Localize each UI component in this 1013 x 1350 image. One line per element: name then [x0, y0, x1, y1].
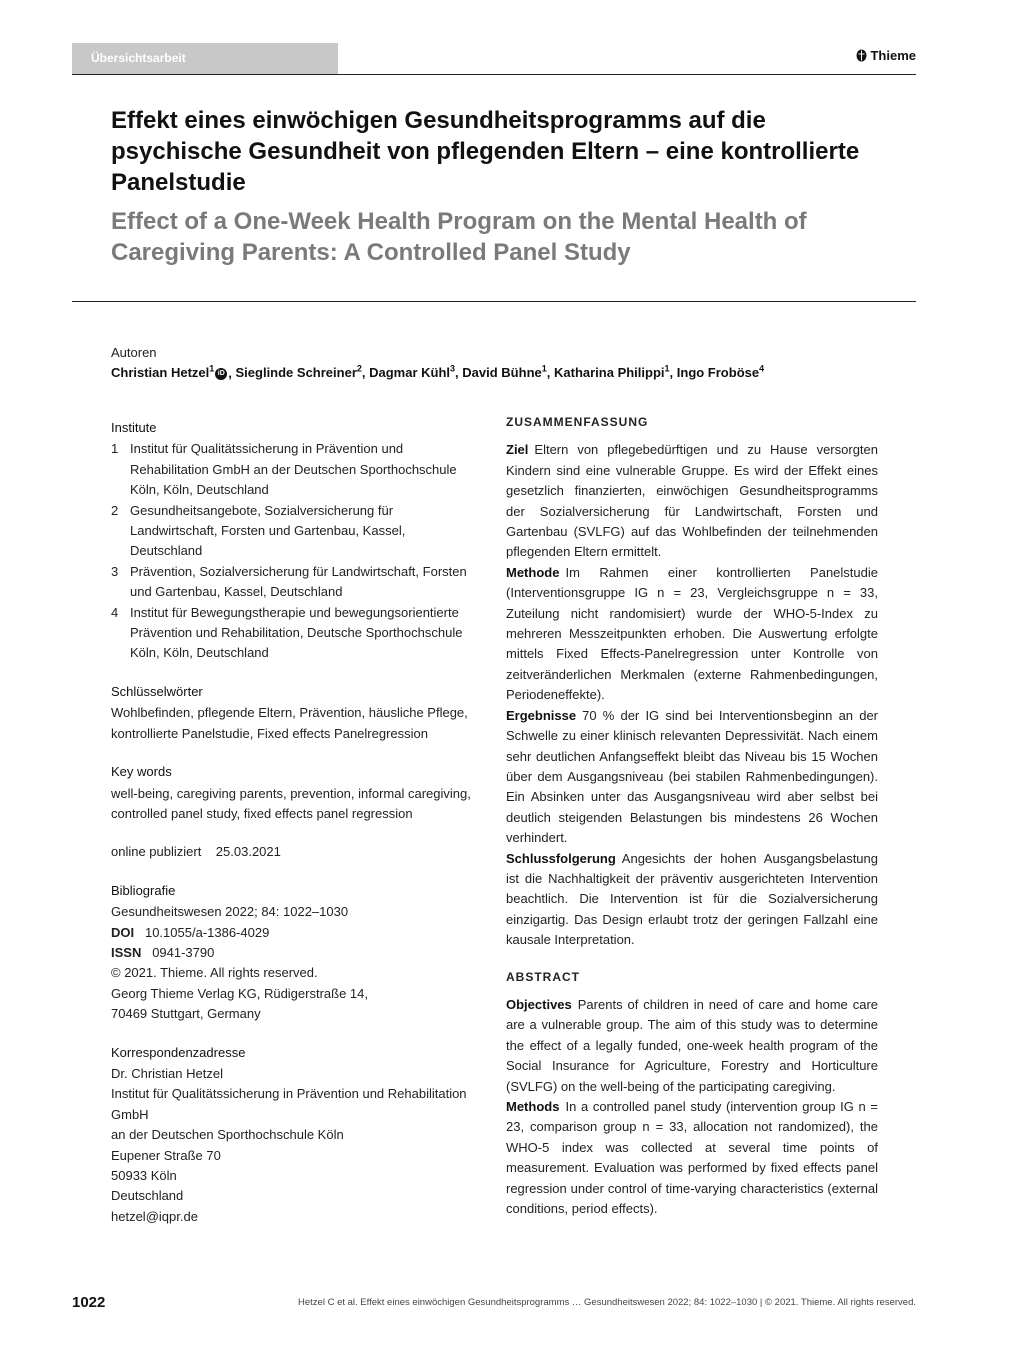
institute-item: 1 Institut für Qualitätssicherung in Prävention und Rehabilitation GmbH an der Deutschen Sporthochschule Köln, Köln, Deutschland	[111, 441, 457, 498]
publisher-address: 70469 Stuttgart, Germany	[111, 1006, 261, 1022]
correspondence-line: 50933 Köln	[111, 1168, 177, 1183]
author-list: Christian Hetzel$^1$ iD , Sieglinde Schreiner$^2$, Dagmar Kühl$^3$, David Bühne$^1$, Katharina Philippi$^1$, Ingo Froböse$^4$	[111, 364, 765, 381]
page-number: 1022	[72, 1294, 106, 1311]
online-published	[111, 842, 481, 862]
authors-label: Autoren	[111, 345, 157, 360]
keywords-en-block	[111, 762, 481, 824]
publisher-address: Georg Thieme Verlag KG, Rüdigerstraße 14,	[111, 985, 368, 1001]
section-label: Übersichtsarbeit	[72, 43, 338, 74]
bibliography-block	[111, 881, 481, 1025]
schlussfolgerung-paragraph: Schlussfolgerung Angesichts der hohen Ausgangsbelastung ist die Nachhaltigkeit der präventiv ausgerichteten Intervention beachtlich. Die Intervention ist für die Sozialversicherung einzigartig. Das Design erlaubt trotz der geringen Fallzahl eine kausale Interpretation.	[506, 850, 878, 948]
footer-citation: Hetzel C et al. Effekt eines einwöchigen Gesundheitsprogramms … Gesundheitswesen 2022; 84: 1022–1030 | © 2021. Thieme. All rights reserved.	[298, 1297, 916, 1308]
keywords-en-text: well-being, caregiving parents, prevention, informal caregiving, controlled panel study, fixed effects panel regression	[111, 785, 471, 821]
thieme-logo-icon	[856, 49, 867, 62]
correspondence-line: Deutschland	[111, 1188, 184, 1204]
doi-link[interactable]: 10.1055/a-1386-4029	[144, 924, 270, 940]
keywords-en-heading: Key words	[111, 764, 172, 780]
orcid-icon[interactable]: iD	[215, 368, 227, 380]
article-metadata	[111, 418, 481, 1245]
ergebnisse-paragraph: Ergebnisse 70 % der IG sind bei Interventionsbeginn an der Schwelle zu einer klinisch relevanten Depressivität. Nach einem sehr deutlichen Anfangseffekt bleibt das Niveau bis 15 Wochen über dem Ausgangsniveau (bei stabilen Rahmenbedingungen). Ein Absinken unter das Ausgangsniveau wird aber selbst bei deutlich steigenden Belastungen bis mindestens 26 Wochen verhindert.	[506, 707, 878, 846]
bibliography-heading: Bibliografie	[111, 882, 176, 898]
institute-item: 4 Institut für Bewegungstherapie und bewegungsorientierte Prävention und Rehabilitation, Deutsche Sporthochschule Köln, Köln, Deutschland	[111, 604, 463, 661]
author: Dagmar Kühl$^3$,	[369, 364, 463, 381]
ziel-paragraph: Ziel Eltern von pflegebedürftigen und zu Hause versorgten Kindern sind eine vulnerable Gruppe. Es wird der Effekt eines gesetzlich finanzierten, einwöchigen Gesundheitsprogramms der Sozialversicherung für Landwirtschaft, Forsten und Gartenbau (SVLFG) auf das Wohlbefinden der teilnehmenden pflegenden Eltern ermittelt.	[506, 442, 878, 560]
issn-line: ISSN 0941-3790	[111, 944, 215, 960]
institute-item: 2 Gesundheitsangebote, Sozialversicherung für Landwirtschaft, Forsten und Gartenbau, Kassel, Deutschland	[111, 502, 406, 559]
author: Christian Hetzel$^1$	[111, 364, 215, 381]
author: Katharina Philippi$^1$,	[554, 364, 677, 381]
keywords-de-block	[111, 682, 481, 744]
correspondence-email[interactable]: hetzel@iqpr.de	[111, 1208, 198, 1224]
abstract-column	[506, 412, 878, 1219]
correspondence-line: Eupener Straße 70	[111, 1147, 221, 1163]
correspondence-heading: Korrespondenzadresse	[111, 1044, 246, 1060]
online-label: online publiziert	[111, 844, 202, 860]
copyright: © 2021. Thieme. All rights reserved.	[111, 965, 318, 981]
methods-paragraph: Methods In a controlled panel study (intervention group IG n = 23, comparison group n = 33, allocation not randomized), the WHO-5 index was collected at several time points of measurement. Evaluation was performed by fixed effects panel regression under control of time-varying characteristics (external conditions, period effects).	[506, 1099, 878, 1217]
article-title-en: Effect of a One-Week Health Program on the Mental Health of Caregiving Parents: A Controlled Panel Study	[111, 208, 807, 266]
correspondence-line: Institut für Qualitätssicherung in Prävention und Rehabilitation GmbH	[111, 1086, 467, 1122]
correspondence-line: Dr. Christian Hetzel	[111, 1065, 223, 1081]
abstract-heading: ABSTRACT	[506, 969, 580, 984]
correspondence-line: an der Deutschen Sporthochschule Köln	[111, 1127, 344, 1143]
article-title-de: Effekt eines einwöchigen Gesundheitsprogramms auf die psychische Gesundheit von pflegenden Eltern – eine kontrollierte Panelstudie	[111, 107, 860, 196]
institutes-heading: Institute	[111, 420, 157, 435]
publisher-name: Thieme	[870, 48, 916, 63]
institutes-block	[111, 418, 481, 664]
correspondence-block	[111, 1043, 481, 1228]
author: David Bühne$^1$,	[462, 364, 554, 381]
keywords-de-text: Wohlbefinden, pflegende Eltern, Prävention, häusliche Pflege, kontrollierte Panelstudie, Fixed effects Panelregression	[111, 705, 468, 741]
author: Ingo Froböse$^4$	[676, 364, 765, 381]
institute-item: 3 Prävention, Sozialversicherung für Landwirtschaft, Forsten und Gartenbau, Kassel, Deutschland	[111, 563, 467, 600]
methode-paragraph: Methode Im Rahmen einer kontrollierten Panelstudie (Interventionsgruppe IG n = 23, Vergleichsgruppe n = 33, Zuteilung nicht randomisiert) wurde der WHO-5-Index zu mehreren Messzeitpunkten erhoben. Die Auswertung erfolgte mittels Fixed Effects-Panelregression unter Kontrolle von zeitveränderlichen Merkmalen (externe Rahmenbedingungen, Periodeneffekte).	[506, 564, 878, 703]
objectives-paragraph: Objectives Parents of children in need of care and home care are a vulnerable group. The aim of this study was to determine the effect of a legally funded, one-week health program of the Social Insurance for Agriculture, Forestry and Horticulture (SVLFG) on the well-being of the participating caregiving.	[506, 996, 878, 1094]
author: Sieglinde Schreiner$^2$,	[235, 364, 370, 381]
title-divider	[72, 301, 916, 302]
zusammenfassung-heading: ZUSAMMENFASSUNG	[506, 415, 649, 429]
keywords-de-heading: Schlüsselwörter	[111, 683, 203, 699]
doi-line: DOI 10.1055/a-1386-4029	[111, 924, 270, 940]
publisher-brand	[856, 48, 916, 63]
online-date: 25.03.2021	[215, 844, 281, 860]
journal-citation: Gesundheitswesen 2022; 84: 1022–1030	[111, 904, 349, 920]
header-divider	[72, 74, 916, 75]
